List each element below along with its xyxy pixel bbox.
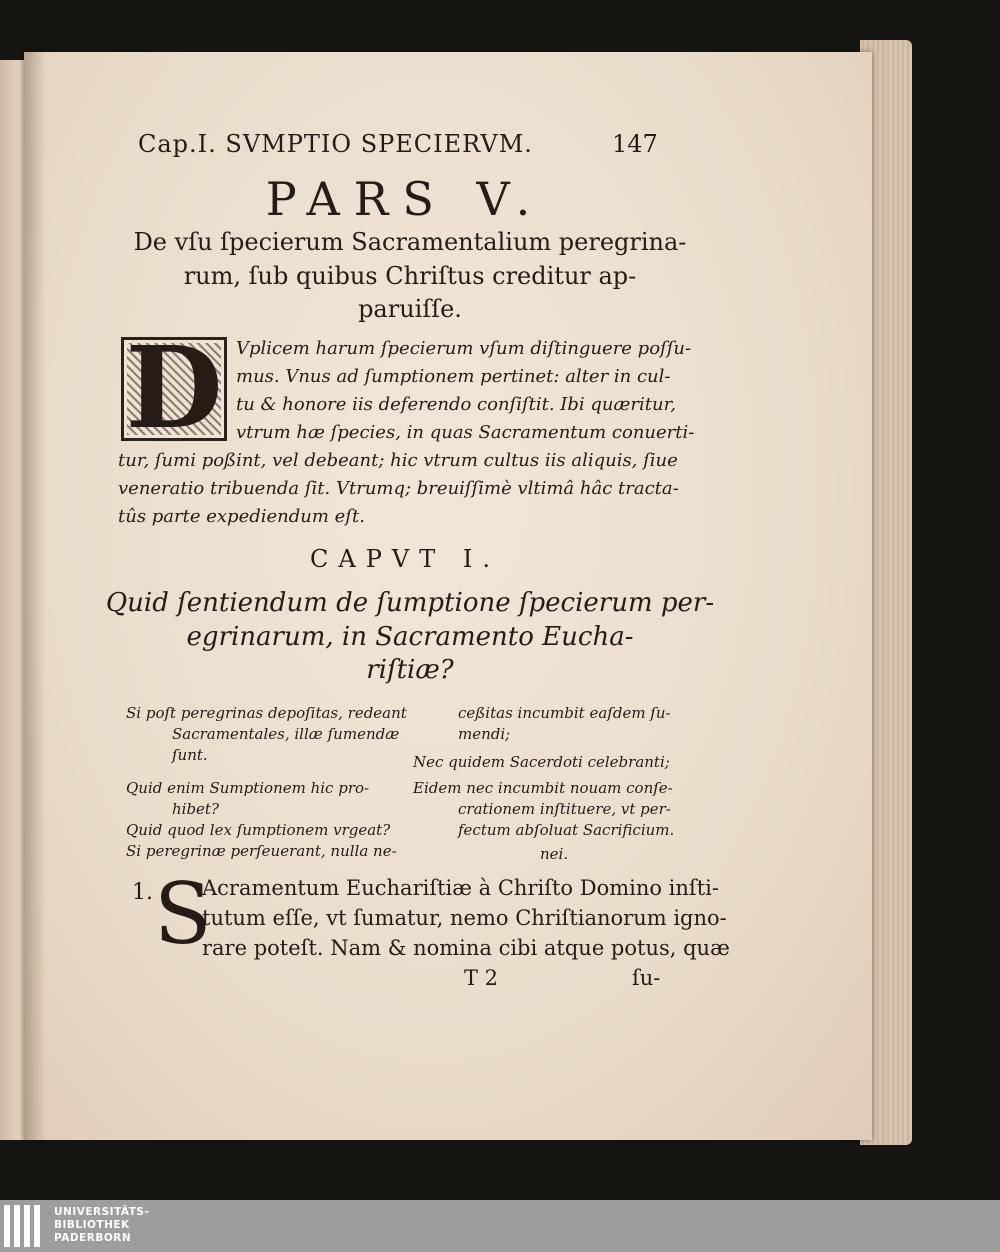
logo-text-line: UNIVERSITÄTS- xyxy=(54,1206,150,1218)
intro-line: vtrum hæ ſpecies, in quas Sacramentum conuerti- xyxy=(236,422,695,443)
running-head: Cap.I. SVMPTIO SPECIERVM. xyxy=(138,130,533,158)
chapter-heading: CAPVT I. xyxy=(310,545,500,573)
subtitle-line: rum, ſub quibus Chriſtus creditur ap- xyxy=(183,262,637,290)
paragraph-number: 1. xyxy=(132,880,153,905)
summary-left-line: hibet? xyxy=(172,800,220,818)
logo-text-line: PADERBORN xyxy=(54,1232,132,1244)
page-number: 147 xyxy=(612,130,658,158)
logo-text-line: BIBLIOTHEK xyxy=(54,1219,130,1231)
decorated-initial xyxy=(121,337,227,441)
summary-left-line: Quid quod lex ſumptionem vrgeat? xyxy=(126,821,391,839)
intro-line: tûs parte expediendum eſt. xyxy=(118,506,365,527)
summary-right-line: Eidem nec incumbit nouam conſe- xyxy=(413,779,673,797)
subtitle-line: paruiſſe. xyxy=(358,295,462,323)
part-title: PARS V. xyxy=(265,172,545,226)
intro-line: Vplicem harum ſpecierum vſum diſtinguere poſſu- xyxy=(236,338,692,359)
intro-line: veneratio tribuenda ſit. Vtrumq; breuiſſimè vltimâ hâc tracta- xyxy=(118,478,679,499)
summary-left-line: ſunt. xyxy=(172,746,208,764)
question-line: egrinarum, in Sacramento Eucha- xyxy=(186,622,634,652)
summary-left-line: Si peregrinæ perſeuerant, nulla ne- xyxy=(126,842,397,860)
summary-right-line: mendi; xyxy=(458,725,511,743)
main-text-line: rare poteſt. Nam & nomina cibi atque potus, quæ xyxy=(202,936,730,960)
subtitle-line: De vſu ſpecierum Sacramentalium peregrina- xyxy=(133,228,687,256)
catchword: ſu- xyxy=(632,966,661,990)
summary-right-line: nei. xyxy=(540,845,569,863)
summary-right-line: Nec quidem Sacerdoti celebranti; xyxy=(413,753,670,771)
library-logo-icon xyxy=(0,1205,48,1247)
main-text-line: Acramentum Euchariſtiæ à Chriſto Domino inſti- xyxy=(202,876,719,900)
intro-line: tur, ſumi poßint, vel debeant; hic vtrum cultus iis aliquis, ſiue xyxy=(118,450,678,471)
initial-letter: S xyxy=(154,865,212,963)
signature-mark: T 2 xyxy=(464,966,499,990)
summary-left-line: Sacramentales, illæ ſumendæ xyxy=(172,725,400,743)
question-line: riſtiæ? xyxy=(366,655,454,685)
summary-left-line: Si poſt peregrinas depoſitas, redeant xyxy=(126,704,407,722)
summary-right-line: crationem inſtituere, vt per- xyxy=(458,800,671,818)
summary-right-line: ceßitas incumbit eaſdem ſu- xyxy=(458,704,671,722)
question-line: Quid ſentiendum de ſumptione ſpecierum per- xyxy=(105,588,715,618)
summary-left-line: Quid enim Sumptionem hic pro- xyxy=(126,779,370,797)
footer-bar xyxy=(0,1200,1000,1252)
initial-letter: D xyxy=(125,337,223,441)
summary-right-line: fectum abſoluat Sacrificium. xyxy=(458,821,675,839)
main-text-line: tutum eſſe, vt ſumatur, nemo Chriſtianorum igno- xyxy=(202,906,727,930)
intro-line: tu & honore iis deferendo conſiſtit. Ibi quæritur, xyxy=(236,394,676,415)
intro-line: mus. Vnus ad ſumptionem pertinet: alter in cul- xyxy=(236,366,671,387)
